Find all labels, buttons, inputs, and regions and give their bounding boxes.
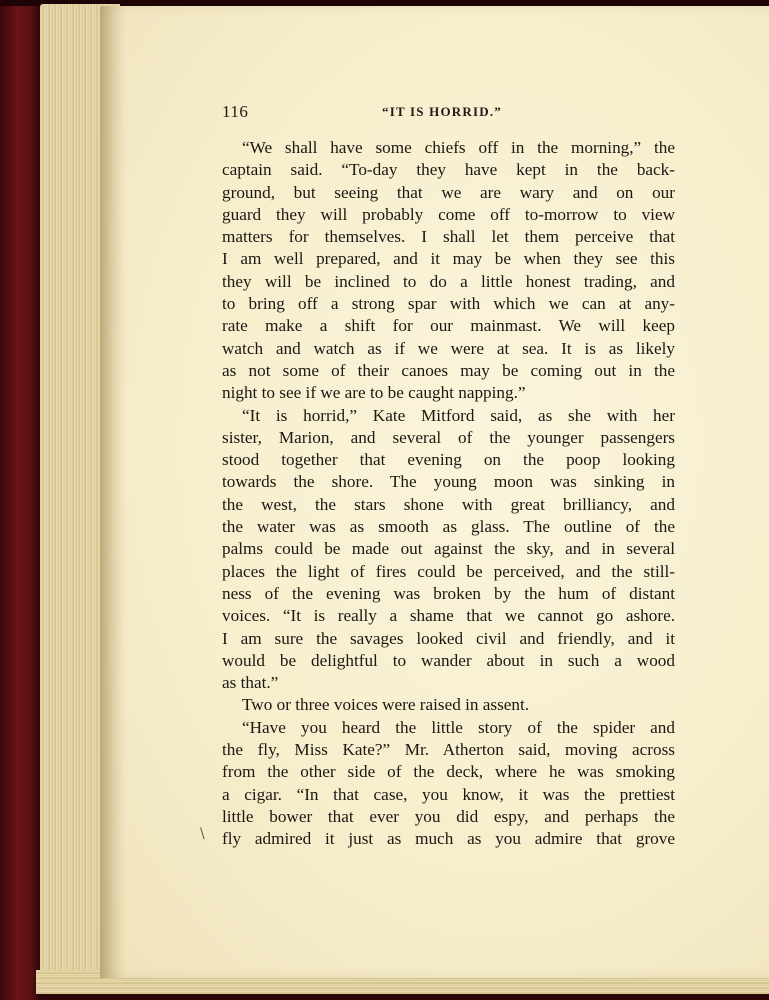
text-line: fly admired it just as much as you admire that grove — [222, 829, 675, 849]
text-line: the west, the stars shone with great brilliancy, and — [222, 494, 675, 514]
gutter-shadow — [100, 6, 126, 978]
text-line: watch and watch as if we were at sea. It is as likely — [222, 338, 675, 358]
text-line: rate make a shift for our mainmast. We will keep — [222, 316, 675, 336]
text-line: as that.” — [222, 673, 279, 693]
text-line: Two or three voices were raised in assent. — [242, 695, 530, 715]
text-line: towards the shore. The young moon was sinking in — [222, 472, 675, 492]
text-line: palms could be made out against the sky, and in several — [222, 539, 675, 559]
text-line: to bring off a strong spar with which we can at any- — [222, 294, 675, 314]
text-line: voices. “It is really a shame that we cannot go ashore. — [222, 606, 675, 626]
text-line: little bower that ever you did espy, and perhaps the — [222, 806, 675, 826]
text-line: places the light of fires could be perceived, and the still- — [222, 561, 675, 581]
text-line: “We shall have some chiefs off in the morning,” the — [242, 138, 675, 157]
text-line: from the other side of the deck, where he was smoking — [222, 762, 675, 782]
text-line: ground, but seeing that we are wary and on our — [222, 182, 675, 202]
text-line: the water was as smooth as glass. The outline of the — [222, 517, 675, 537]
page-number: 116 — [222, 102, 249, 121]
text-line: I am well prepared, and it may be when they see this — [222, 249, 675, 269]
text-line: would be delightful to wander about in such a wood — [222, 650, 675, 670]
text-line: stood together that evening on the poop looking — [222, 450, 675, 470]
running-head: “IT IS HORRID.” — [382, 104, 502, 119]
text-line: I am sure the savages looked civil and friendly, and it — [222, 628, 675, 648]
text-line: the fly, Miss Kate?” Mr. Atherton said, moving across — [222, 740, 675, 760]
text-line: a cigar. “In that case, you know, it was the prettiest — [222, 784, 675, 804]
text-line: they will be inclined to do a little honest trading, and — [222, 271, 675, 291]
text-line: “Have you heard the little story of the spider and — [242, 717, 675, 737]
text-line: “It is horrid,” Kate Mitford said, as she with her — [242, 405, 675, 425]
text-line: sister, Marion, and several of the younger passengers — [222, 427, 675, 447]
margin-tick-mark: \ — [200, 826, 205, 842]
page-header — [100, 102, 769, 128]
text-line: ness of the evening was broken by the hum of distant — [222, 583, 675, 603]
text-line: night to see if we are to be caught napping.” — [222, 383, 526, 403]
body-text — [222, 137, 675, 851]
text-line: as not some of their canoes may be coming out in the — [222, 360, 675, 380]
text-line: guard they will probably come off to-morrow to view — [222, 204, 675, 224]
text-line: matters for themselves. I shall let them perceive that — [222, 227, 675, 247]
text-line: captain said. “To-day they have kept in the back- — [222, 160, 675, 180]
